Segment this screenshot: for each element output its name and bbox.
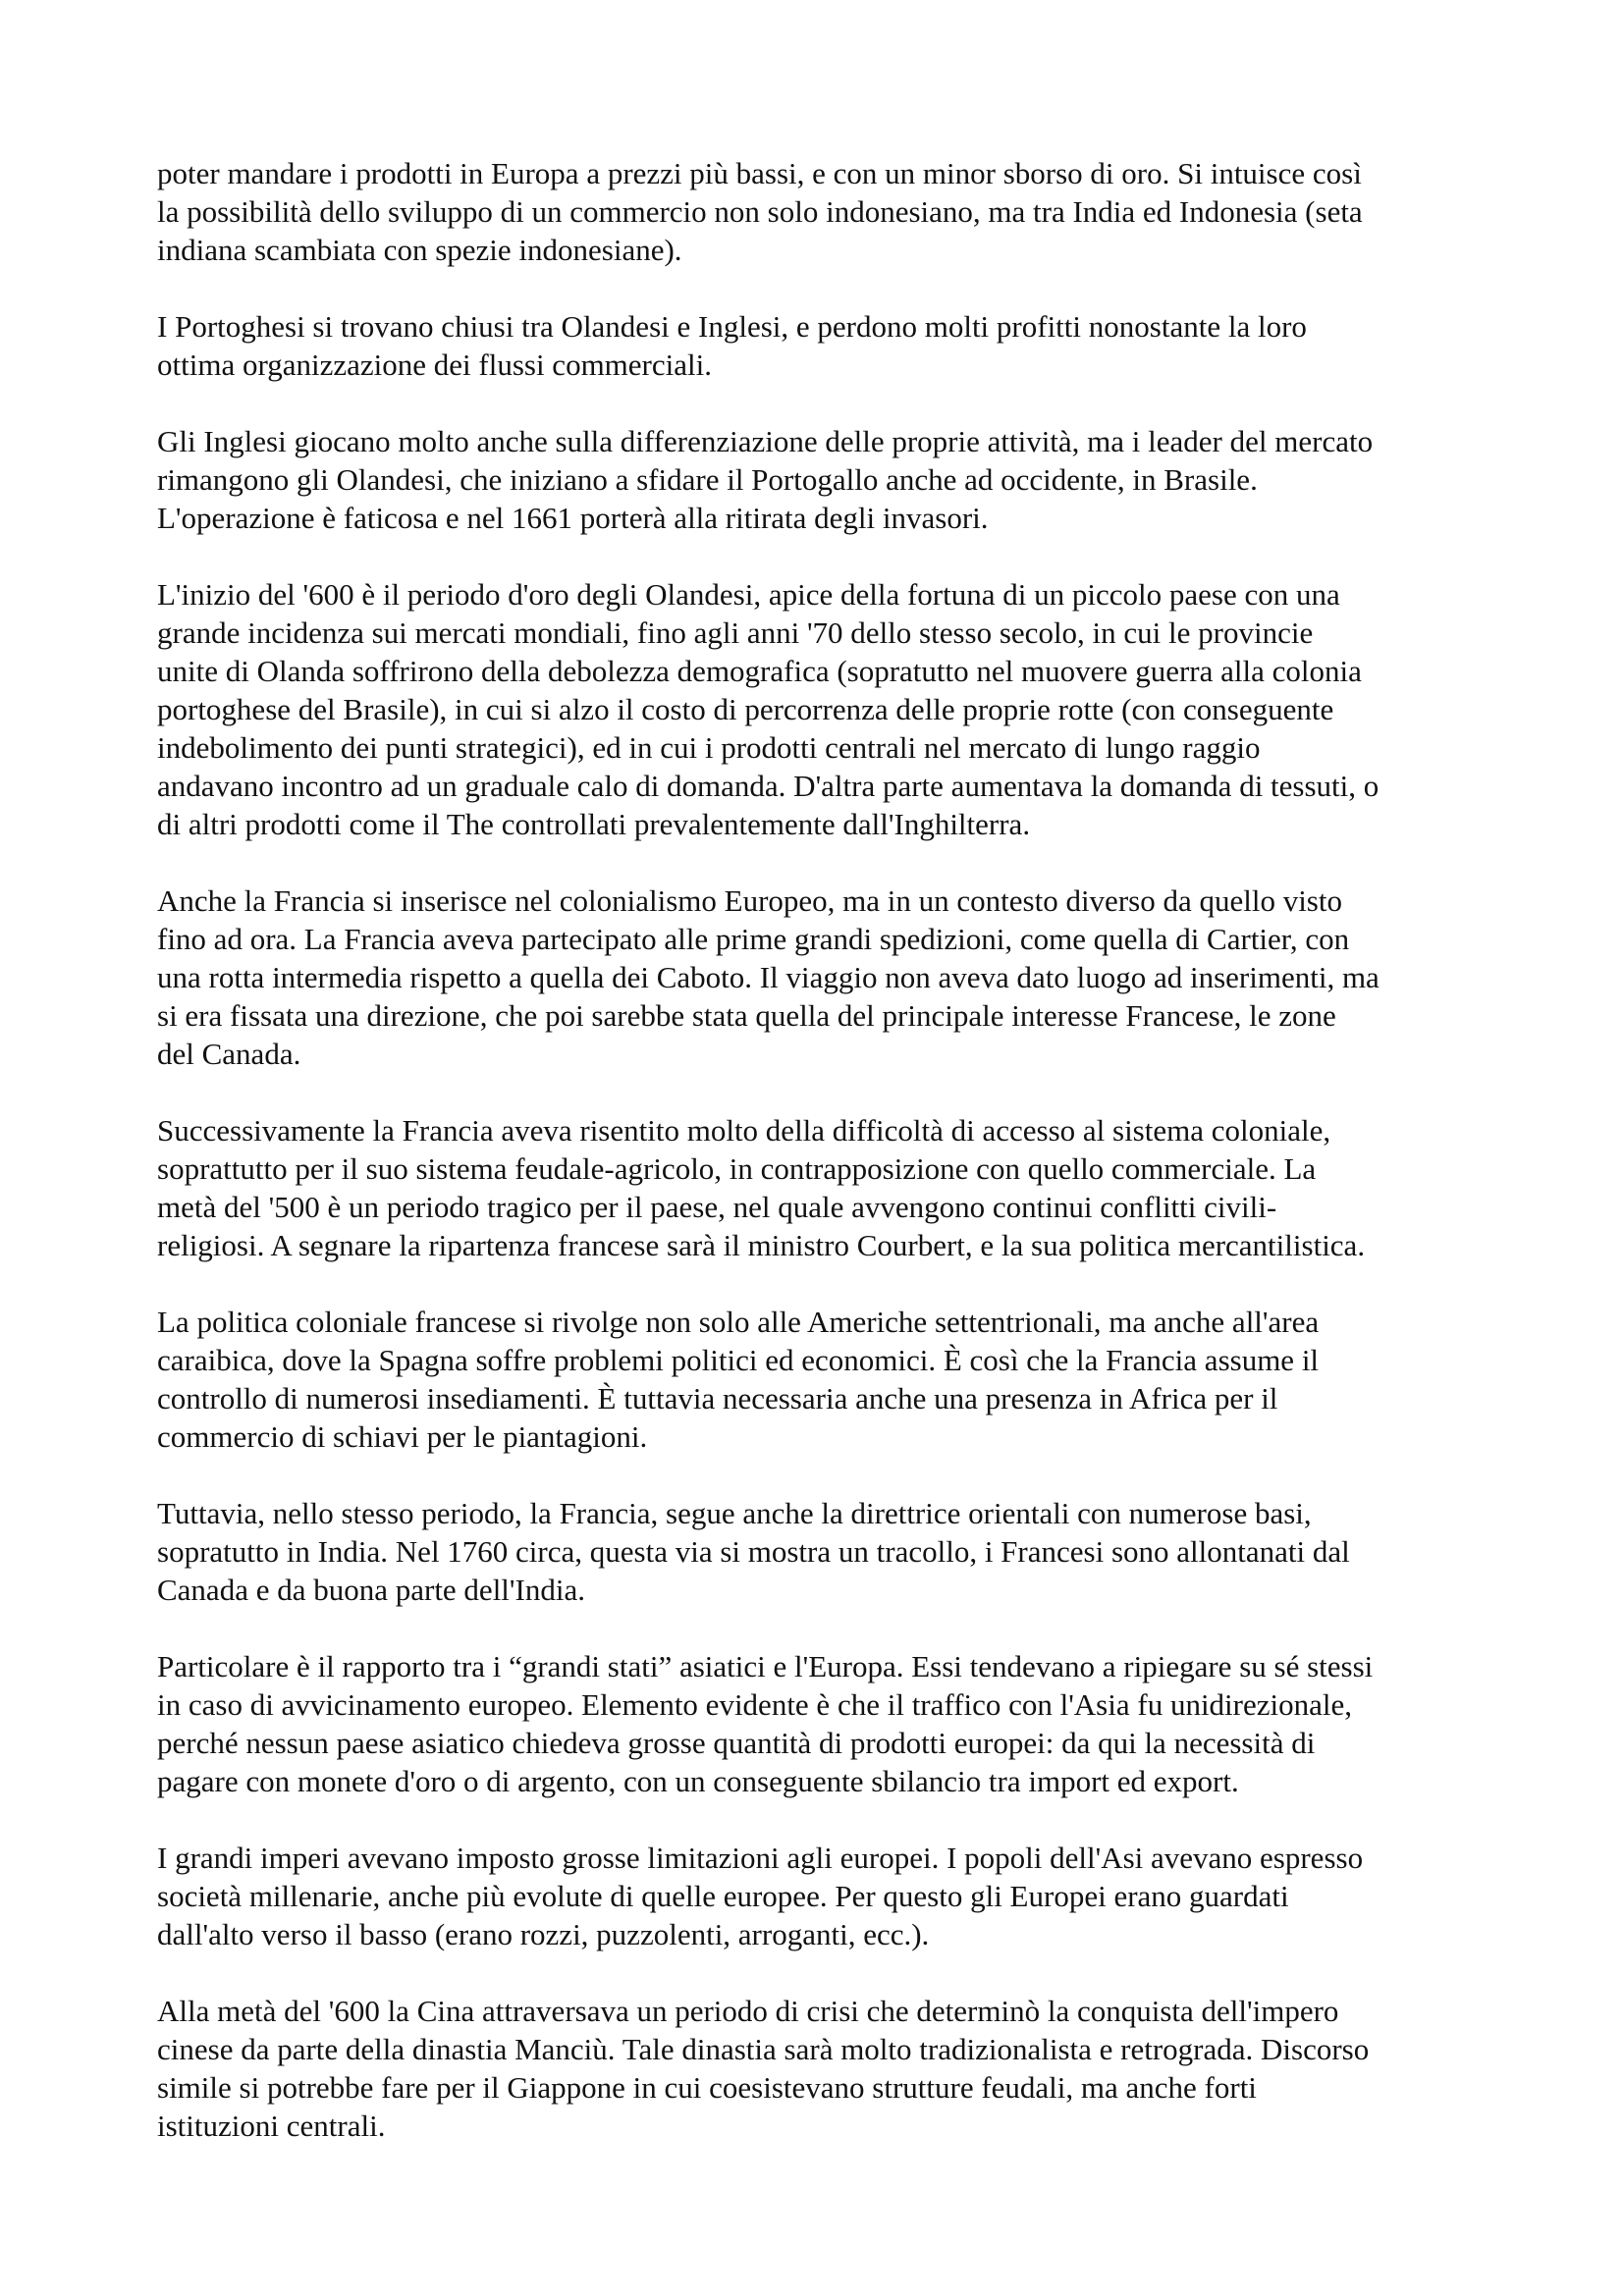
- paragraph: Tuttavia, nello stesso periodo, la Francia, segue anche la direttrice orientali con numerose basi, sopratutto in India. Nel 1760 circa, questa via si mostra un tracollo, i Francesi sono allontanati dal Canada e da buona parte dell'India.: [157, 1496, 1350, 1607]
- paragraph: L'inizio del '600 è il periodo d'oro degli Olandesi, apice della fortuna di un piccolo paese con una grande incidenza sui mercati mondiali, fino agli anni '70 dello stesso secolo, in cui le provincie unite di Olanda soffrirono della debolezza demografica (sopratutto nel muovere guerra alla colonia portoghese del Brasile), in cui si alzo il costo di percorrenza delle proprie rotte (con conseguente indebolimento dei punti strategici), ed in cui i prodotti centrali nel mercato di lungo raggio andavano incontro ad un graduale calo di domanda. D'altra parte aumentava la domanda di tessuti, o di altri prodotti come il The controllati prevalentemente dall'Inghilterra.: [157, 577, 1380, 841]
- paragraph: Anche la Francia si inserisce nel colonialismo Europeo, ma in un contesto diverso da quello visto fino ad ora. La Francia aveva partecipato alle prime grandi spedizioni, come quella di Cartier, con una rotta intermedia rispetto a quella dei Caboto. Il viaggio non aveva dato luogo ad inserimenti, ma si era fissata una direzione, che poi sarebbe stata quella del principale interesse Francese, le zone del Canada.: [157, 883, 1380, 1071]
- paragraph: poter mandare i prodotti in Europa a prezzi più bassi, e con un minor sborso di oro. Si intuisce così la possibilità dello sviluppo di un commercio non solo indonesiano, ma tra India ed Indonesia (seta indiana scambiata con spezie indonesiane).: [157, 156, 1363, 267]
- paragraph: I grandi imperi avevano imposto grosse limitazioni agli europei. I popoli dell'Asi avevano espresso società millenarie, anche più evolute di quelle europee. Per questo gli Europei erano guardati dall'alto verso il basso (erano rozzi, puzzolenti, arroganti, ecc.).: [157, 1841, 1364, 1951]
- paragraph: Gli Inglesi giocano molto anche sulla differenziazione delle proprie attività, ma i leader del mercato rimangono gli Olandesi, che iniziano a sfidare il Portogallo anche ad occidente, in Brasile. L'operazione è faticosa e nel 1661 porterà alla ritirata degli invasori.: [157, 424, 1374, 535]
- paragraph: Alla metà del '600 la Cina attraversava un periodo di crisi che determinò la conquista dell'impero cinese da parte della dinastia Manciù. Tale dinastia sarà molto tradizionalista e retrograda. Discorso simile si potrebbe fare per il Giappone in cui coesistevano strutture feudali, ma anche forti istituzioni centrali.: [157, 1994, 1370, 2143]
- paragraph: Successivamente la Francia aveva risentito molto della difficoltà di accesso al sistema coloniale, soprattutto per il suo sistema feudale-agricolo, in contrapposizione con quello commerciale. La metà del '500 è un periodo tragico per il paese, nel quale avvengono continui conflitti civili- religiosi. A segnare la ripartenza francese sarà il ministro Courbert, e la sua politica mercantilistica.: [157, 1113, 1366, 1262]
- document-body: [157, 154, 1488, 2145]
- paragraph: Particolare è il rapporto tra i “grandi stati” asiatici e l'Europa. Essi tendevano a ripiegare su sé stessi in caso di avvicinamento europeo. Elemento evidente è che il traffico con l'Asia fu unidirezionale, perché nessun paese asiatico chiedeva grosse quantità di prodotti europei: da qui la necessità di pagare con monete d'oro o di argento, con un conseguente sbilancio tra import ed export.: [157, 1649, 1374, 1798]
- paragraph: I Portoghesi si trovano chiusi tra Olandesi e Inglesi, e perdono molti profitti nonostante la loro ottima organizzazione dei flussi commerciali.: [157, 309, 1307, 382]
- paragraph: La politica coloniale francese si rivolge non solo alle Americhe settentrionali, ma anche all'area caraibica, dove la Spagna soffre problemi politici ed economici. È così che la Francia assume il controllo di numerosi insediamenti. È tuttavia necessaria anche una presenza in Africa per il commercio di schiavi per le piantagioni.: [157, 1305, 1320, 1454]
